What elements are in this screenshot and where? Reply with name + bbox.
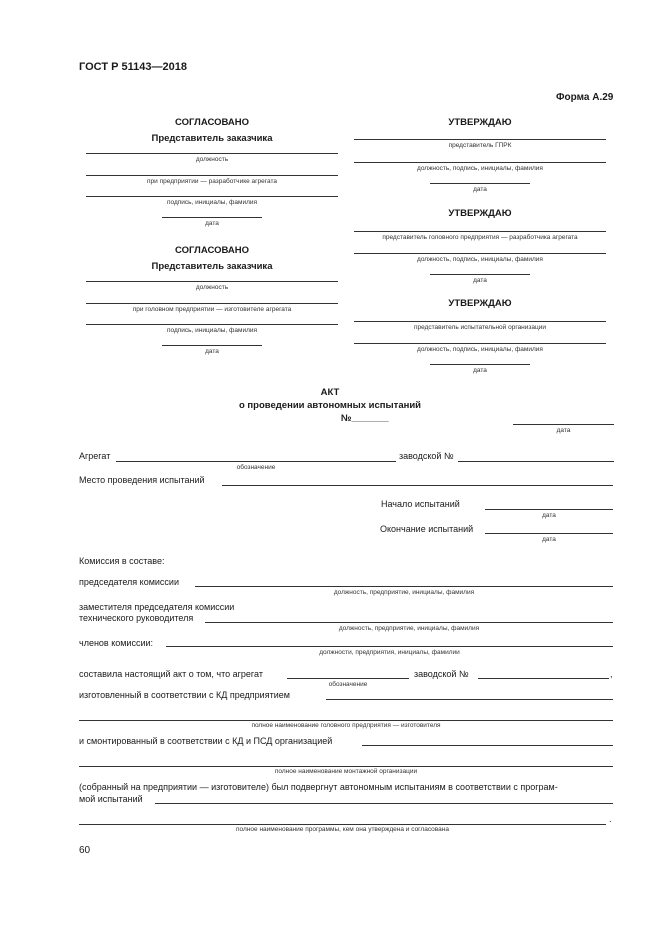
act-number[interactable]: №_______ xyxy=(341,413,389,424)
manufacturer-full-name-field[interactable] xyxy=(79,720,613,721)
line-caption: дата xyxy=(473,277,487,284)
line-caption: дата xyxy=(542,512,556,519)
act-date-line[interactable] xyxy=(513,424,614,425)
mounting-org-field[interactable] xyxy=(79,766,613,767)
aggregate-label: Агрегат xyxy=(79,451,111,461)
members-label: членов комиссии: xyxy=(79,638,154,648)
commission-label: Комиссия в составе: xyxy=(79,556,165,566)
line-caption: полное наименование программы, кем она утверждена и согласована xyxy=(236,826,449,833)
comma: , xyxy=(610,669,613,679)
signature-line[interactable] xyxy=(354,139,606,140)
serial-label: заводской № xyxy=(399,451,454,461)
signature-line[interactable] xyxy=(354,321,606,322)
signature-line[interactable] xyxy=(354,343,606,344)
block-subtitle: Представитель заказчика xyxy=(151,261,273,272)
line-caption: дата xyxy=(556,427,571,434)
end-label: Окончание испытаний xyxy=(380,524,474,534)
signature-line[interactable] xyxy=(86,153,338,154)
line-caption: полное наименование монтажной организации xyxy=(274,768,418,775)
line-caption: представитель испытательной организации xyxy=(414,324,546,331)
page-number: 60 xyxy=(79,845,91,856)
serial-field[interactable] xyxy=(458,461,614,462)
act-subtitle: о проведении автономных испытаний xyxy=(238,400,422,411)
composed-label: составила настоящий акт о том, что агрегат xyxy=(79,669,263,679)
line-caption: представитель ГПРК xyxy=(448,142,512,149)
block-title: УТВЕРЖДАЮ xyxy=(448,117,512,128)
block-title: УТВЕРЖДАЮ xyxy=(448,298,512,309)
signature-line[interactable] xyxy=(86,196,338,197)
signature-line[interactable] xyxy=(354,231,606,232)
line-caption: дата xyxy=(205,220,219,227)
line-caption: подпись, инициалы, фамилия xyxy=(166,199,258,206)
line-caption: должность xyxy=(195,156,229,163)
program-label: мой испытаний xyxy=(79,794,143,804)
line-caption: полное наименование головного предприятия — изготовителя xyxy=(251,722,441,729)
date-line[interactable] xyxy=(162,217,262,218)
program-field[interactable] xyxy=(155,803,613,804)
assembled-text: (собранный на предприятии — изготовителе) был подвергнут автономным испытаниям в соответствии с програм- xyxy=(79,782,558,792)
line-caption: представитель головного предприятия — разработчика агрегата xyxy=(382,234,578,241)
aggregate-field[interactable] xyxy=(116,461,396,462)
line-caption: при предприятии — разработчике агрегата xyxy=(147,178,277,185)
composed-serial-label: заводской № xyxy=(414,669,469,679)
members-field[interactable] xyxy=(166,646,613,647)
block-title: СОГЛАСОВАНО xyxy=(175,245,249,256)
deputy-field[interactable] xyxy=(205,622,613,623)
mounted-field[interactable] xyxy=(362,745,613,746)
manufactured-field[interactable] xyxy=(326,699,613,700)
start-label: Начало испытаний xyxy=(381,499,460,509)
signature-line[interactable] xyxy=(86,281,338,282)
signature-line[interactable] xyxy=(86,175,338,176)
place-label: Место проведения испытаний xyxy=(79,475,205,485)
line-caption: обозначение xyxy=(236,464,276,471)
form-number: Форма А.29 xyxy=(556,92,614,103)
line-caption: должность, предприятие, инициалы, фамилия xyxy=(333,589,475,596)
chairman-label: председателя комиссии xyxy=(79,577,179,587)
period: . xyxy=(609,814,612,824)
date-line[interactable] xyxy=(430,183,530,184)
block-subtitle: Представитель заказчика xyxy=(151,133,273,144)
block-title: СОГЛАСОВАНО xyxy=(175,117,249,128)
date-line[interactable] xyxy=(430,274,530,275)
manufactured-label: изготовленный в соответствии с КД предприятием xyxy=(79,690,290,700)
line-caption: обозначение xyxy=(328,681,368,688)
standard-number: ГОСТ Р 51143—2018 xyxy=(79,61,187,73)
signature-line[interactable] xyxy=(354,253,606,254)
composed-designation-field[interactable] xyxy=(287,678,409,679)
block-title: УТВЕРЖДАЮ xyxy=(448,208,512,219)
composed-serial-field[interactable] xyxy=(478,678,609,679)
mounted-label: и смонтированный в соответствии с КД и ПСД организацией xyxy=(79,736,333,746)
line-caption: должности, предприятия, инициалы, фамилии xyxy=(319,649,460,656)
line-caption: должность, предприятие, инициалы, фамилия xyxy=(338,625,480,632)
date-line[interactable] xyxy=(430,364,530,365)
signature-line[interactable] xyxy=(354,162,606,163)
tech-lead-label: технического руководителя xyxy=(79,613,194,623)
place-field[interactable] xyxy=(222,485,613,486)
line-caption: должность xyxy=(195,284,229,291)
line-caption: подпись, инициалы, фамилия xyxy=(166,327,258,334)
line-caption: дата xyxy=(473,367,487,374)
line-caption: должность, подпись, инициалы, фамилия xyxy=(417,256,543,263)
signature-line[interactable] xyxy=(86,303,338,304)
line-caption: должность, подпись, инициалы, фамилия xyxy=(417,346,543,353)
start-date-field[interactable] xyxy=(485,509,613,510)
date-line[interactable] xyxy=(162,345,262,346)
line-caption: должность, подпись, инициалы, фамилия xyxy=(417,165,543,172)
line-caption: дата xyxy=(205,348,219,355)
line-caption: дата xyxy=(473,186,487,193)
act-title: АКТ xyxy=(320,387,340,398)
deputy-label: заместителя председателя комиссии xyxy=(79,602,235,612)
end-date-field[interactable] xyxy=(485,533,613,534)
signature-line[interactable] xyxy=(86,324,338,325)
line-caption: при головном предприятии — изготовителе агрегата xyxy=(132,306,292,313)
program-full-name-field[interactable] xyxy=(79,824,606,825)
line-caption: дата xyxy=(542,536,556,543)
chairman-field[interactable] xyxy=(195,586,613,587)
